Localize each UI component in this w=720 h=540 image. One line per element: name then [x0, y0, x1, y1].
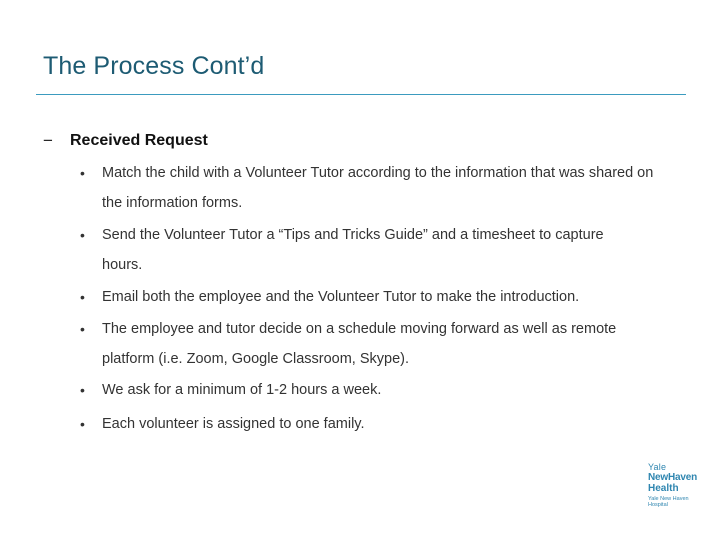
bullet-icon: •: [80, 416, 85, 432]
logo-line: Health: [648, 483, 679, 494]
logo-line: NewHaven: [648, 472, 697, 483]
list-item-text: Each volunteer is assigned to one family.: [102, 416, 365, 432]
bullet-icon: •: [80, 382, 85, 398]
title-divider: [36, 94, 686, 95]
bullet-icon: •: [80, 289, 85, 305]
logo-line: Yale: [648, 462, 667, 472]
list-item-text: We ask for a minimum of 1-2 hours a week.: [102, 382, 382, 398]
bullet-icon: •: [80, 165, 85, 181]
dash-bullet-icon: −: [43, 131, 53, 150]
logo-line: Hospital: [648, 502, 668, 508]
slide-title: The Process Cont’d: [43, 52, 265, 80]
bullet-icon: •: [80, 227, 85, 243]
list-item-text: Match the child with a Volunteer Tutor according to the information that was shared on the information forms.: [102, 165, 654, 211]
logo-line: Yale New Haven: [648, 496, 689, 502]
list-item-text: The employee and tutor decide on a schedule moving forward as well as remote platform (i.e. Zoom, Google Classroom, Skype).: [102, 321, 617, 367]
yale-new-haven-health-logo: [648, 462, 708, 508]
list-item-text: Send the Volunteer Tutor a “Tips and Tricks Guide” and a timesheet to capture hours.: [102, 227, 604, 273]
section-heading-text: Received Request: [70, 132, 208, 149]
list-item-text: Email both the employee and the Volunteer Tutor to make the introduction.: [102, 289, 580, 305]
bullet-icon: •: [80, 321, 85, 337]
